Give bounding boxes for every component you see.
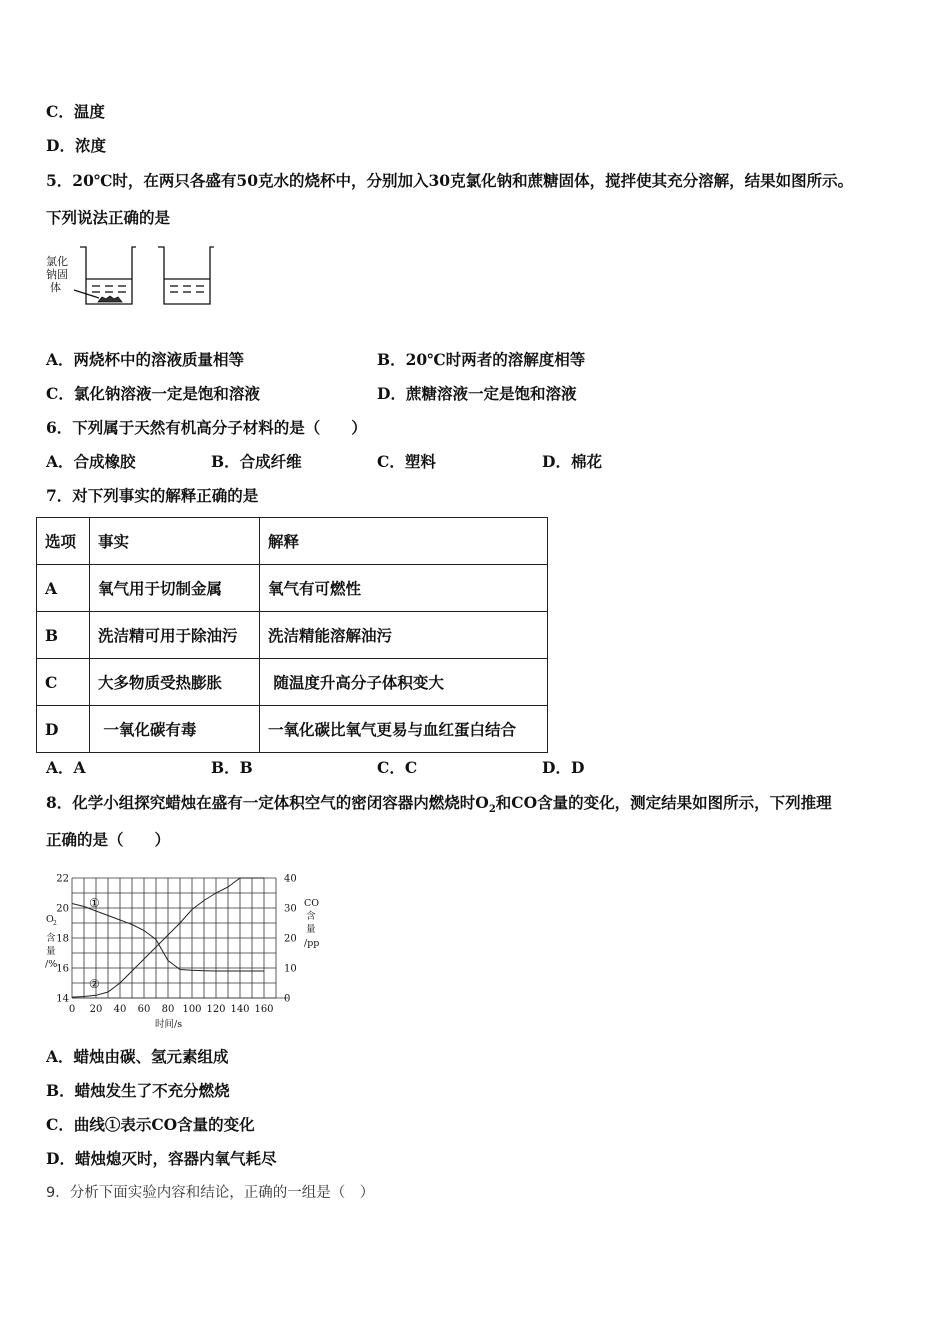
y-left-tick-label: 22 xyxy=(56,873,69,885)
x-tick-label: 120 xyxy=(206,1004,226,1015)
q5-option-c: C．氯化钠溶液一定是饱和溶液 xyxy=(46,384,260,403)
header-option: 选项 xyxy=(37,518,90,565)
q4-option-d: D．浓度 xyxy=(46,136,106,155)
q9-stem: 9．分析下面实验内容和结论，正确的一组是（ ） xyxy=(46,1185,375,1201)
q8-option-b: B．蜡烛发生了不充分燃烧 xyxy=(46,1081,230,1100)
table-row xyxy=(37,659,548,706)
x-tick-label: 140 xyxy=(230,1004,250,1015)
series-2-marker: ② xyxy=(89,977,100,991)
q8-stem-line2: 正确的是（ ） xyxy=(46,830,171,849)
x-tick-label: 0 xyxy=(68,1004,76,1015)
q8-stem-line1: 8．化学小组探究蜡烛在盛有一定体积空气的密闭容器内燃烧时$O_2$和CO含量的变化，测定结果如图所示，下列推理 xyxy=(46,793,832,816)
y-right-label-2: 含 xyxy=(306,911,316,922)
y-right-label-4: /pp xyxy=(304,938,320,949)
y-right-tick-label: 10 xyxy=(284,963,297,975)
q5-stem-line2: 下列说法正确的是 xyxy=(46,208,171,227)
y-left-label-4: /% xyxy=(45,959,58,970)
q8-option-a: A．蜡烛由碳、氢元素组成 xyxy=(46,1047,229,1066)
beaker-figure xyxy=(44,244,224,308)
y-left-label-3: 量 xyxy=(46,946,56,957)
q7-option-b: B．B xyxy=(211,758,253,777)
q6-option-a: A．合成橡胶 xyxy=(46,452,136,471)
table-row xyxy=(37,612,548,659)
row-fact: 洗洁精可用于除油污 xyxy=(90,612,260,659)
q8-option-c: C．曲线①表示CO含量的变化 xyxy=(46,1115,255,1134)
series-1-marker: ① xyxy=(89,896,100,910)
row-explanation: 洗洁精能溶解油污 xyxy=(260,612,548,659)
q6-option-b: B．合成纤维 xyxy=(211,452,302,471)
q7-table xyxy=(36,517,548,753)
q7-option-d: D．D xyxy=(542,758,585,777)
q7-option-c: C．C xyxy=(377,758,418,777)
y-left-tick-label: 14 xyxy=(56,993,69,1005)
row-fact: 一氧化碳有毒 xyxy=(90,706,260,753)
x-tick-label: 20 xyxy=(89,1004,103,1015)
y-right-tick-label: 0 xyxy=(284,993,291,1005)
q4-option-c: C．温度 xyxy=(46,102,105,121)
beaker-right xyxy=(158,247,214,304)
q6-option-c: C．塑料 xyxy=(377,452,436,471)
y-left-label-o: O xyxy=(46,914,54,925)
y-left-label-2: 含 xyxy=(46,933,56,944)
y-left-tick-label: 20 xyxy=(56,903,69,915)
q8-option-d: D．蜡烛熄灭时，容器内氧气耗尽 xyxy=(46,1149,277,1168)
q5-stem-line1: 5．20℃时，在两只各盛有50克水的烧杯中，分别加入30克氯化钠和蔗糖固体，搅拌使其充分溶解，结果如图所示。 xyxy=(46,171,854,190)
q5-option-a: A．两烧杯中的溶液质量相等 xyxy=(46,350,245,369)
y-right-tick-label: 20 xyxy=(284,933,297,945)
beaker-label-line1: 氯化 xyxy=(46,255,68,268)
x-tick-label: 60 xyxy=(137,1004,151,1015)
y-left-label-sub: 2 xyxy=(53,920,57,927)
q8-chart xyxy=(40,862,330,1034)
y-right-tick-label: 40 xyxy=(284,873,297,885)
row-explanation: 氧气有可燃性 xyxy=(260,565,548,612)
q6-stem: 6．下列属于天然有机高分子材料的是（ ） xyxy=(46,418,367,437)
header-fact: 事实 xyxy=(90,518,260,565)
y-left-tick-label: 16 xyxy=(56,963,69,975)
table-row xyxy=(37,565,548,612)
header-explanation: 解释 xyxy=(260,518,548,565)
row-fact: 氧气用于切制金属 xyxy=(90,565,260,612)
y-right-label-1: CO xyxy=(304,898,320,909)
q5-option-d: D．蔗糖溶液一定是饱和溶液 xyxy=(377,384,577,403)
x-tick-label: 160 xyxy=(254,1004,274,1015)
table-row xyxy=(37,706,548,753)
y-left-tick-label: 18 xyxy=(56,933,69,945)
q6-option-d: D．棉花 xyxy=(542,452,602,471)
row-fact: 大多物质受热膨胀 xyxy=(90,659,260,706)
x-axis-label: 时间/s xyxy=(155,1019,183,1030)
beaker-label-line2: 钠固 xyxy=(46,268,68,281)
x-tick-label: 80 xyxy=(161,1004,175,1015)
x-tick-label: 40 xyxy=(113,1004,127,1015)
y-right-label-3: 量 xyxy=(306,924,316,935)
row-explanation: 一氧化碳比氧气更易与血红蛋白结合 xyxy=(260,706,548,753)
q7-stem: 7．对下列事实的解释正确的是 xyxy=(46,486,259,505)
row-option: A xyxy=(37,565,90,612)
undissolved-solid xyxy=(98,296,122,302)
table-header-row xyxy=(37,518,548,565)
q5-option-b: B．20℃时两者的溶解度相等 xyxy=(377,350,586,369)
beaker-label-line3: 体 xyxy=(50,281,61,294)
row-option: D xyxy=(37,706,90,753)
q7-option-a: A．A xyxy=(46,758,86,777)
x-tick-label: 100 xyxy=(182,1004,202,1015)
row-explanation: 随温度升高分子体积变大 xyxy=(260,659,548,706)
beaker-left xyxy=(74,247,136,304)
row-option: C xyxy=(37,659,90,706)
y-right-tick-label: 30 xyxy=(284,903,297,915)
row-option: B xyxy=(37,612,90,659)
